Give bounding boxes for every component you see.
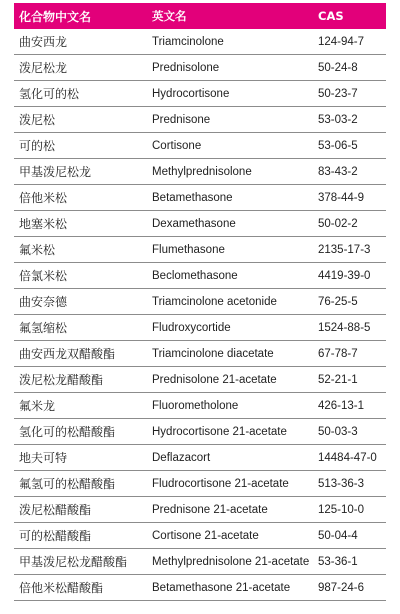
- cell-cas: 14484-47-0: [318, 451, 377, 464]
- cell-english-name: Dexamethasone: [152, 217, 236, 230]
- table-row: [14, 263, 386, 289]
- cell-cas: 50-24-8: [318, 61, 358, 74]
- column-header-chinese-name: 化合物中文名: [19, 9, 92, 24]
- table-row: [14, 107, 386, 133]
- table-row: [14, 419, 386, 445]
- cell-cas: 4419-39-0: [318, 269, 371, 282]
- cell-cas: 125-10-0: [318, 503, 365, 516]
- table-row: [14, 471, 386, 497]
- cell-chinese-name: 氢化可的松: [19, 87, 80, 101]
- cell-english-name: Cortisone: [152, 139, 202, 152]
- cell-english-name: Triamcinolone acetonide: [152, 295, 277, 308]
- table-row: [14, 393, 386, 419]
- cell-english-name: Fludroxycortide: [152, 321, 231, 334]
- cell-chinese-name: 氟氢缩松: [19, 321, 68, 335]
- cell-english-name: Cortisone 21-acetate: [152, 529, 259, 542]
- cell-cas: 53-36-1: [318, 555, 358, 568]
- column-header-english-name: 英文名: [152, 9, 187, 23]
- cell-chinese-name: 氟米龙: [19, 399, 56, 413]
- cell-chinese-name: 倍他米松醋酸酯: [19, 581, 104, 595]
- cell-cas: 378-44-9: [318, 191, 365, 204]
- cell-chinese-name: 甲基泼尼松龙: [19, 165, 92, 179]
- table-row: [14, 315, 386, 341]
- table-row: [14, 159, 386, 185]
- cell-cas: 53-03-2: [318, 113, 358, 126]
- cell-cas: 987-24-6: [318, 581, 365, 594]
- cell-chinese-name: 曲安奈德: [19, 295, 68, 309]
- cell-cas: 83-43-2: [318, 165, 358, 178]
- table-row: [14, 523, 386, 549]
- cell-chinese-name: 泼尼松龙醋酸酯: [19, 373, 104, 387]
- cell-cas: 124-94-7: [318, 35, 365, 48]
- cell-chinese-name: 泼尼松: [19, 113, 56, 127]
- cell-english-name: Hydrocortisone 21-acetate: [152, 425, 287, 438]
- table-row: [14, 29, 386, 55]
- table-row: [14, 211, 386, 237]
- cell-chinese-name: 曲安西龙: [19, 35, 68, 49]
- cell-chinese-name: 甲基泼尼松龙醋酸酯: [19, 555, 128, 569]
- table-row: [14, 289, 386, 315]
- table-row: [14, 81, 386, 107]
- cell-cas: 2135-17-3: [318, 243, 371, 256]
- cell-cas: 1524-88-5: [318, 321, 371, 334]
- cell-english-name: Prednisone: [152, 113, 211, 126]
- table-header: [14, 3, 386, 29]
- cell-chinese-name: 泼尼松醋酸酯: [19, 503, 92, 517]
- cell-english-name: Triamcinolone: [152, 35, 224, 48]
- compound-table: [14, 3, 386, 601]
- cell-english-name: Deflazacort: [152, 451, 211, 464]
- cell-english-name: Methylprednisolone 21-acetate: [152, 555, 310, 568]
- cell-cas: 52-21-1: [318, 373, 358, 386]
- cell-english-name: Prednisone 21-acetate: [152, 503, 268, 516]
- cell-english-name: Flumethasone: [152, 243, 225, 256]
- table-row: [14, 445, 386, 471]
- cell-english-name: Prednisolone: [152, 61, 220, 74]
- cell-cas: 50-23-7: [318, 87, 358, 100]
- cell-chinese-name: 地塞米松: [19, 217, 68, 231]
- cell-cas: 50-02-2: [318, 217, 358, 230]
- table-row: [14, 497, 386, 523]
- cell-english-name: Betamethasone: [152, 191, 233, 204]
- cell-english-name: Beclomethasone: [152, 269, 238, 282]
- table-row: [14, 237, 386, 263]
- table-row: [14, 55, 386, 81]
- cell-english-name: Methylprednisolone: [152, 165, 252, 178]
- cell-chinese-name: 地夫可特: [19, 451, 68, 465]
- cell-cas: 53-06-5: [318, 139, 358, 152]
- cell-english-name: Betamethasone 21-acetate: [152, 581, 291, 594]
- cell-cas: 76-25-5: [318, 295, 358, 308]
- cell-cas: 513-36-3: [318, 477, 365, 490]
- cell-cas: 50-03-3: [318, 425, 358, 438]
- cell-english-name: Fludrocortisone 21-acetate: [152, 477, 289, 490]
- cell-chinese-name: 氢化可的松醋酸酯: [19, 425, 116, 439]
- cell-chinese-name: 倍氯米松: [19, 269, 68, 283]
- column-header-cas: CAS: [318, 9, 344, 23]
- cell-english-name: Prednisolone 21-acetate: [152, 373, 277, 386]
- cell-chinese-name: 氟米松: [19, 243, 56, 257]
- cell-cas: 67-78-7: [318, 347, 358, 360]
- cell-cas: 426-13-1: [318, 399, 365, 412]
- table-row: [14, 367, 386, 393]
- cell-chinese-name: 氟氢可的松醋酸酯: [19, 477, 116, 491]
- table-row: [14, 133, 386, 159]
- cell-chinese-name: 泼尼松龙: [19, 61, 68, 75]
- cell-chinese-name: 可的松: [19, 139, 56, 153]
- table-row: [14, 185, 386, 211]
- cell-chinese-name: 倍他米松: [19, 191, 68, 205]
- table-row: [14, 549, 386, 575]
- cell-cas: 50-04-4: [318, 529, 358, 542]
- cell-english-name: Triamcinolone diacetate: [152, 347, 274, 360]
- cell-chinese-name: 可的松醋酸酯: [19, 529, 92, 543]
- table-body: [14, 29, 386, 601]
- cell-english-name: Fluorometholone: [152, 399, 239, 412]
- cell-english-name: Hydrocortisone: [152, 87, 230, 100]
- cell-chinese-name: 曲安西龙双醋酸酯: [19, 347, 116, 361]
- table-row: [14, 575, 386, 601]
- table-row: [14, 341, 386, 367]
